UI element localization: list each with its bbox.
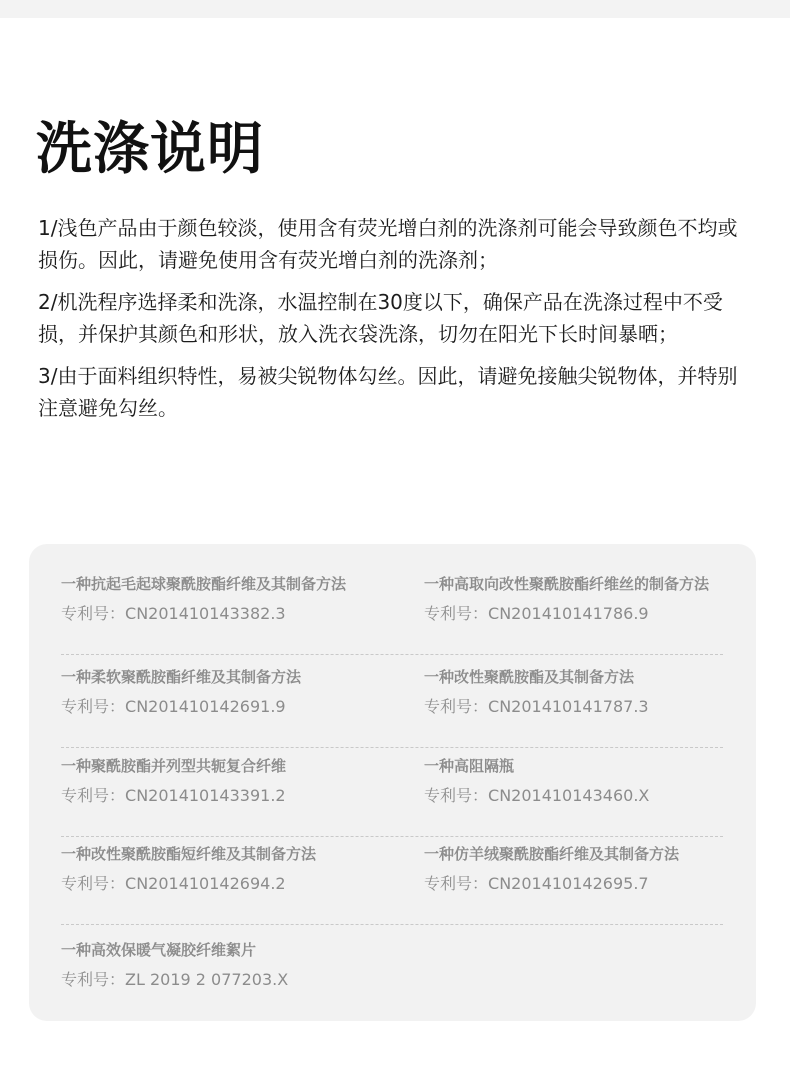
patent-number-line <box>61 604 401 624</box>
patent-number: CN201410142694.2 <box>125 874 286 893</box>
patent-list-card <box>29 544 756 1021</box>
patent-number-line <box>424 604 764 624</box>
patent-name: 一种聚酰胺酯并列型共轭复合纤维 <box>61 757 287 775</box>
patent-number-label: 专利号： <box>424 697 489 716</box>
patent-row <box>61 930 723 1020</box>
patent-number-line <box>61 874 401 894</box>
patent-number: CN201410142695.7 <box>488 874 649 893</box>
patent-item <box>424 746 764 806</box>
patent-number: CN201410142691.9 <box>125 697 286 716</box>
patent-number: CN201410141786.9 <box>488 604 649 623</box>
patent-number-label: 专利号： <box>61 786 126 805</box>
top-divider-band <box>0 0 790 18</box>
patent-name: 一种高阻隔瓶 <box>424 757 515 775</box>
instruction-2: 2/机洗程序选择柔和洗涤，水温控制在30度以下，确保产品在洗涤过程中不受损，并保护其颜色和形状，放入洗衣袋洗涤，切勿在阳光下长时间暴晒； <box>38 290 723 346</box>
patent-number-label: 专利号： <box>61 604 126 623</box>
patent-number-label: 专利号： <box>424 604 489 623</box>
patent-item <box>61 834 401 894</box>
patent-row <box>61 564 723 655</box>
instruction-3: 3/由于面料组织特性，易被尖锐物体勾丝。因此，请避免接触尖锐物体，并特别注意避免勾丝。 <box>38 364 738 420</box>
patent-row <box>61 834 723 925</box>
patent-item <box>424 657 764 717</box>
patent-item <box>61 930 401 990</box>
patent-item <box>61 746 401 806</box>
patent-number-label: 专利号： <box>61 874 126 893</box>
washing-instructions <box>38 212 754 434</box>
patent-number: CN201410141787.3 <box>488 697 649 716</box>
patent-item <box>424 834 764 894</box>
patent-name: 一种高效保暖气凝胶纤维絮片 <box>61 941 257 959</box>
patent-number-label: 专利号： <box>61 970 126 989</box>
patent-number-line <box>61 697 401 717</box>
patent-number-label: 专利号： <box>424 874 489 893</box>
patent-number-label: 专利号： <box>61 697 126 716</box>
patent-number-line <box>424 786 764 806</box>
patent-name: 一种高取向改性聚酰胺酯纤维丝的制备方法 <box>424 575 710 593</box>
patent-number-line <box>61 786 401 806</box>
patent-number: CN201410143391.2 <box>125 786 286 805</box>
patent-item <box>424 564 764 624</box>
patent-number: CN201410143382.3 <box>125 604 286 623</box>
patent-row <box>61 657 723 748</box>
patent-name: 一种仿羊绒聚酰胺酯纤维及其制备方法 <box>424 845 680 863</box>
patent-name: 一种抗起毛起球聚酰胺酯纤维及其制备方法 <box>61 575 347 593</box>
patent-number: ZL 2019 2 077203.X <box>125 970 289 989</box>
patent-name: 一种改性聚酰胺酯及其制备方法 <box>424 668 635 686</box>
patent-row <box>61 746 723 837</box>
patent-number-line <box>61 970 401 990</box>
patent-number-line <box>424 874 764 894</box>
patent-item <box>61 657 401 717</box>
instruction-1: 1/浅色产品由于颜色较淡，使用含有荧光增白剂的洗涤剂可能会导致颜色不均或损伤。因此，请避免使用含有荧光增白剂的洗涤剂； <box>38 216 738 272</box>
page-title: 洗涤说明 <box>36 117 264 182</box>
patent-number: CN201410143460.X <box>488 786 650 805</box>
patent-item <box>61 564 401 624</box>
patent-name: 一种改性聚酰胺酯短纤维及其制备方法 <box>61 845 317 863</box>
patent-number-label: 专利号： <box>424 786 489 805</box>
patent-number-line <box>424 697 764 717</box>
patent-name: 一种柔软聚酰胺酯纤维及其制备方法 <box>61 668 302 686</box>
